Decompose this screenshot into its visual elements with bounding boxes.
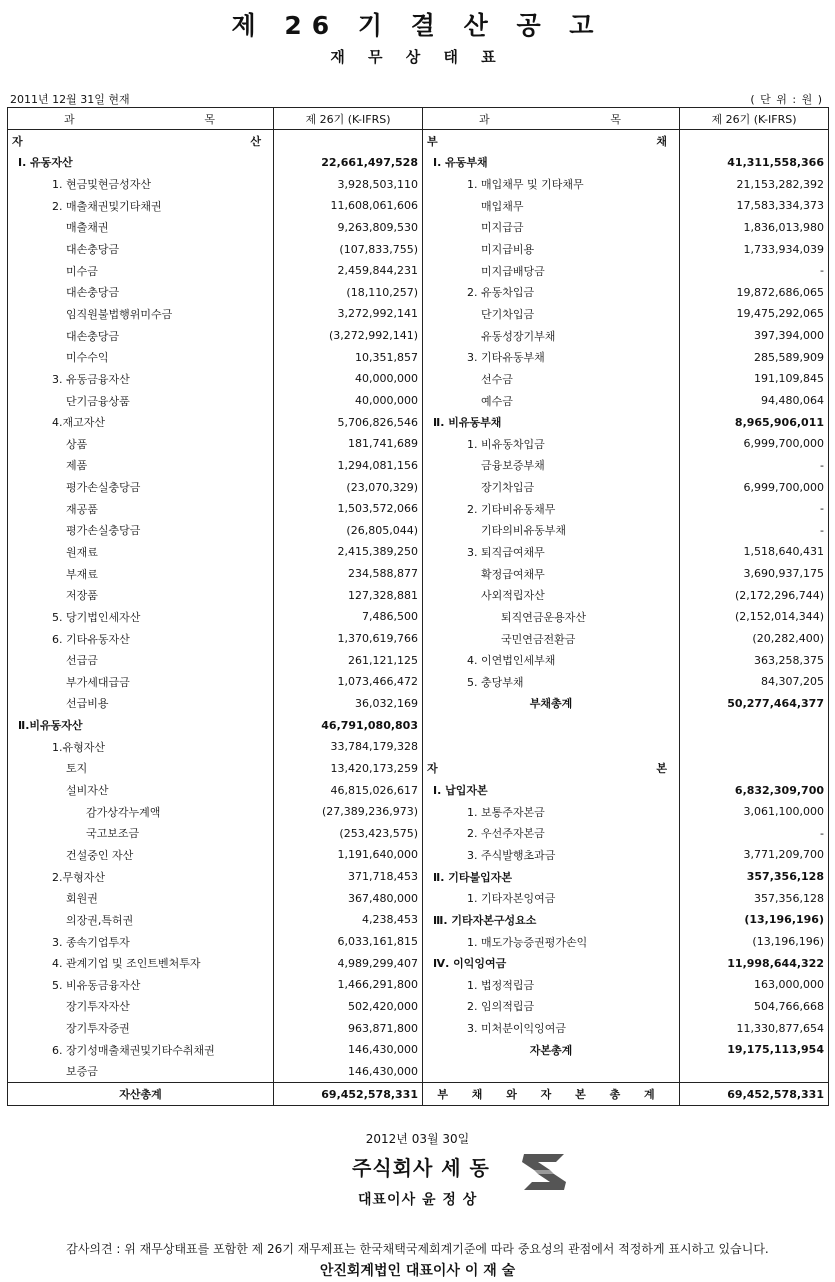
left-item-label: 장기투자증권 <box>8 1017 274 1039</box>
left-item-label: 저장품 <box>8 584 274 606</box>
announcement-date: 2012년 03월 30일 <box>365 1132 470 1146</box>
table-row <box>8 1017 829 1039</box>
right-item-amount: 163,000,000 <box>680 974 829 996</box>
left-item-amount: 22,661,497,528 <box>274 152 423 174</box>
table-row <box>8 346 829 368</box>
left-item-amount: (18,110,257) <box>274 281 423 303</box>
left-item-label: 2.무형자산 <box>8 866 274 888</box>
left-item-amount: 5,706,826,546 <box>274 411 423 433</box>
left-item-amount: 36,032,169 <box>274 693 423 715</box>
right-item-amount: 3,771,209,700 <box>680 844 829 866</box>
table-row <box>8 931 829 953</box>
left-item-label: 미수수익 <box>8 346 274 368</box>
left-item-amount: 2,415,389,250 <box>274 541 423 563</box>
table-row <box>8 433 829 455</box>
right-item-label: 유동성장기부채 <box>423 325 680 347</box>
balance-sheet-body <box>8 130 829 1106</box>
right-section-header: 자 본 <box>423 758 680 780</box>
right-empty-cell <box>680 1061 829 1083</box>
table-row <box>8 714 829 736</box>
table-row <box>8 498 829 520</box>
right-item-label: 1. 법정적립금 <box>423 974 680 996</box>
left-item-amount: 146,430,000 <box>274 1061 423 1083</box>
table-row <box>8 996 829 1018</box>
left-item-label: 대손충당금 <box>8 238 274 260</box>
left-item-label: 3. 종속기업투자 <box>8 931 274 953</box>
right-item-label: 3. 기타유동부채 <box>423 346 680 368</box>
table-row <box>8 628 829 650</box>
right-item-amount: 397,394,000 <box>680 325 829 347</box>
right-item-header: 과 목 <box>423 108 680 130</box>
left-item-amount: 261,121,125 <box>274 649 423 671</box>
right-item-amount: 21,153,282,392 <box>680 173 829 195</box>
left-item-amount: 4,989,299,407 <box>274 952 423 974</box>
left-item-amount: 1,370,619,766 <box>274 628 423 650</box>
right-item-amount: 17,583,334,373 <box>680 195 829 217</box>
left-item-label: 대손충당금 <box>8 325 274 347</box>
right-item-amount: 41,311,558,366 <box>680 152 829 174</box>
table-row <box>8 909 829 931</box>
right-item-amount: 357,356,128 <box>680 887 829 909</box>
left-item-amount: (3,272,992,141) <box>274 325 423 347</box>
table-row <box>8 758 829 780</box>
right-item-amount: - <box>680 455 829 477</box>
left-item-label: 매출채권 <box>8 217 274 239</box>
left-item-label: 5. 당기법인세자산 <box>8 606 274 628</box>
left-item-amount: 367,480,000 <box>274 887 423 909</box>
currency-unit: ( 단 위 : 원 ) <box>750 93 823 106</box>
right-item-amount: (2,152,014,344) <box>680 606 829 628</box>
right-item-label: 매입채무 <box>423 195 680 217</box>
table-row <box>8 693 829 715</box>
left-item-label: 대손충당금 <box>8 281 274 303</box>
left-item-amount: 33,784,179,328 <box>274 736 423 758</box>
right-item-label: 미지급금 <box>423 217 680 239</box>
right-section-header: 부 채 <box>423 130 680 152</box>
left-total-label: 자산총계 <box>8 1083 274 1106</box>
right-item-amount: 19,475,292,065 <box>680 303 829 325</box>
left-item-amount: 1,503,572,066 <box>274 498 423 520</box>
left-item-amount: 181,741,689 <box>274 433 423 455</box>
table-row <box>8 952 829 974</box>
table-row <box>8 866 829 888</box>
right-item-label: 미지급비용 <box>423 238 680 260</box>
table-row <box>8 173 829 195</box>
left-item-amount: (26,805,044) <box>274 520 423 542</box>
table-row <box>8 606 829 628</box>
left-item-label: 2. 매출채권및기타채권 <box>8 195 274 217</box>
right-item-label: 예수금 <box>423 390 680 412</box>
right-item-label: 5. 충당부채 <box>423 671 680 693</box>
right-item-label: 사외적립자산 <box>423 584 680 606</box>
right-item-amount: 3,061,100,000 <box>680 801 829 823</box>
left-item-label: 부가세대급금 <box>8 671 274 693</box>
left-item-amount: 371,718,453 <box>274 866 423 888</box>
right-empty-cell <box>680 736 829 758</box>
left-item-label: 토지 <box>8 758 274 780</box>
auditor-name: 안진회계법인 대표이사 이 재 술 <box>319 1263 516 1279</box>
left-item-label: 6. 기타유동자산 <box>8 628 274 650</box>
right-item-amount: - <box>680 520 829 542</box>
left-section-amount <box>274 130 423 152</box>
left-item-label: 1. 현금및현금성자산 <box>8 173 274 195</box>
left-item-label: 국고보조금 <box>8 823 274 845</box>
right-item-amount: 6,999,700,000 <box>680 476 829 498</box>
table-row <box>8 736 829 758</box>
right-item-label: 3. 주식발행초과금 <box>423 844 680 866</box>
right-item-amount: - <box>680 260 829 282</box>
right-item-label: 3. 미처분이익잉여금 <box>423 1017 680 1039</box>
left-item-amount: 3,928,503,110 <box>274 173 423 195</box>
right-empty-cell <box>423 736 680 758</box>
right-item-label: 2. 기타비유동채무 <box>423 498 680 520</box>
right-item-amount: 6,999,700,000 <box>680 433 829 455</box>
right-item-label: 선수금 <box>423 368 680 390</box>
right-item-amount: 19,872,686,065 <box>680 281 829 303</box>
left-item-amount: 3,272,992,141 <box>274 303 423 325</box>
right-item-label: 4. 이연법인세부채 <box>423 649 680 671</box>
table-row <box>8 390 829 412</box>
statement-title: 재 무 상 태 표 <box>330 48 505 66</box>
table-row <box>8 152 829 174</box>
right-item-amount: 1,836,013,980 <box>680 217 829 239</box>
table-row <box>8 541 829 563</box>
audit-opinion: 감사의견 : 위 재무상태표를 포함한 제 26기 재무제표는 한국채택국제회계기준에 따라 중요성의 관점에서 적정하게 표시하고 있습니다. <box>66 1242 769 1256</box>
left-item-label: 부재료 <box>8 563 274 585</box>
left-item-label: 5. 비유동금융자산 <box>8 974 274 996</box>
left-item-label: 감가상각누계액 <box>8 801 274 823</box>
left-item-amount: 7,486,500 <box>274 606 423 628</box>
left-item-label: 단기금융상품 <box>8 390 274 412</box>
left-item-label: 상품 <box>8 433 274 455</box>
right-item-amount: 1,733,934,039 <box>680 238 829 260</box>
left-item-label: 1.유형자산 <box>8 736 274 758</box>
left-item-amount: 1,191,640,000 <box>274 844 423 866</box>
right-item-amount: 285,589,909 <box>680 346 829 368</box>
right-empty-cell <box>680 714 829 736</box>
balance-sheet-table <box>7 107 829 1106</box>
left-item-amount: 234,588,877 <box>274 563 423 585</box>
table-row <box>8 801 829 823</box>
right-total-amount: 50,277,464,377 <box>680 693 829 715</box>
left-item-amount: 146,430,000 <box>274 1039 423 1061</box>
left-item-label: Ⅱ.비유동자산 <box>8 714 274 736</box>
left-item-amount: 11,608,061,606 <box>274 195 423 217</box>
left-item-amount: 13,420,173,259 <box>274 758 423 780</box>
right-item-label: 국민연금전환금 <box>423 628 680 650</box>
right-item-amount: 6,832,309,700 <box>680 779 829 801</box>
left-item-label: 건설중인 자산 <box>8 844 274 866</box>
left-item-amount: 46,791,080,803 <box>274 714 423 736</box>
right-item-amount: (2,172,296,744) <box>680 584 829 606</box>
left-item-amount: 127,328,881 <box>274 584 423 606</box>
right-empty-cell <box>423 1061 680 1083</box>
table-row <box>8 195 829 217</box>
left-item-amount: 1,466,291,800 <box>274 974 423 996</box>
left-item-label: 장기투자자산 <box>8 996 274 1018</box>
left-item-amount: 40,000,000 <box>274 390 423 412</box>
table-row <box>8 368 829 390</box>
right-total-amount: 19,175,113,954 <box>680 1039 829 1061</box>
right-item-label: Ⅱ. 비유동부채 <box>423 411 680 433</box>
right-item-label: 퇴직연금운용자산 <box>423 606 680 628</box>
right-item-label: Ⅱ. 기타불입자본 <box>423 866 680 888</box>
left-item-amount: (27,389,236,973) <box>274 801 423 823</box>
left-item-label: 평가손실충당금 <box>8 476 274 498</box>
notice-title: 제 26 기 결 산 공 고 <box>231 11 604 40</box>
table-row <box>8 130 829 152</box>
left-item-amount: 963,871,800 <box>274 1017 423 1039</box>
right-item-amount: 191,109,845 <box>680 368 829 390</box>
table-row <box>8 974 829 996</box>
left-item-label: 보증금 <box>8 1061 274 1083</box>
left-item-label: 임직원불법행위미수금 <box>8 303 274 325</box>
left-item-label: 의장권,특허권 <box>8 909 274 931</box>
table-row <box>8 260 829 282</box>
left-item-label: 4. 관계기업 및 조인트벤처투자 <box>8 952 274 974</box>
left-item-amount: (23,070,329) <box>274 476 423 498</box>
left-item-amount: 1,294,081,156 <box>274 455 423 477</box>
right-empty-cell <box>423 714 680 736</box>
right-section-amount <box>680 130 829 152</box>
right-section-amount <box>680 758 829 780</box>
left-item-label: 3. 유동금융자산 <box>8 368 274 390</box>
table-row <box>8 563 829 585</box>
table-row <box>8 887 829 909</box>
left-total-amount: 69,452,578,331 <box>274 1083 423 1106</box>
table-row <box>8 238 829 260</box>
left-item-label: 6. 장기성매출채권및기타수취채권 <box>8 1039 274 1061</box>
left-item-label: 선급금 <box>8 649 274 671</box>
left-item-amount: 9,263,809,530 <box>274 217 423 239</box>
right-item-amount: - <box>680 498 829 520</box>
table-row <box>8 476 829 498</box>
right-item-amount: 3,690,937,175 <box>680 563 829 585</box>
table-row <box>8 303 829 325</box>
right-item-label: Ⅲ. 기타자본구성요소 <box>423 909 680 931</box>
table-row <box>8 779 829 801</box>
table-row <box>8 1061 829 1083</box>
right-item-amount: 84,307,205 <box>680 671 829 693</box>
right-item-label: Ⅰ. 유동부채 <box>423 152 680 174</box>
right-item-label: 장기차입금 <box>423 476 680 498</box>
right-item-amount: 1,518,640,431 <box>680 541 829 563</box>
header-row <box>8 108 829 130</box>
left-item-amount: 10,351,857 <box>274 346 423 368</box>
left-item-amount: 46,815,026,617 <box>274 779 423 801</box>
right-item-amount: 8,965,906,011 <box>680 411 829 433</box>
right-item-label: 1. 매입채무 및 기타채무 <box>423 173 680 195</box>
right-item-amount: 504,766,668 <box>680 996 829 1018</box>
left-item-label: 재공품 <box>8 498 274 520</box>
right-item-amount: 11,330,877,654 <box>680 1017 829 1039</box>
right-item-amount: (13,196,196) <box>680 909 829 931</box>
left-amount-header: 제 26기 (K-IFRS) <box>274 108 423 130</box>
right-total-label: 부채총계 <box>423 693 680 715</box>
left-item-header: 과 목 <box>8 108 274 130</box>
right-item-label: 3. 퇴직급여채무 <box>423 541 680 563</box>
left-item-label: 미수금 <box>8 260 274 282</box>
right-item-amount: (13,196,196) <box>680 931 829 953</box>
left-item-label: 4.재고자산 <box>8 411 274 433</box>
right-item-label: 1. 비유동차입금 <box>423 433 680 455</box>
right-amount-header: 제 26기 (K-IFRS) <box>680 108 829 130</box>
grand-total-amount: 69,452,578,331 <box>680 1083 829 1106</box>
left-item-label: 평가손실충당금 <box>8 520 274 542</box>
left-item-label: 원재료 <box>8 541 274 563</box>
right-item-amount: 94,480,064 <box>680 390 829 412</box>
as-of-date: 2011년 12월 31일 현재 <box>10 93 130 106</box>
right-item-amount: 357,356,128 <box>680 866 829 888</box>
table-row <box>8 281 829 303</box>
table-row <box>8 671 829 693</box>
right-item-label: 단기차입금 <box>423 303 680 325</box>
right-item-label: 금융보증부채 <box>423 455 680 477</box>
table-row <box>8 1039 829 1061</box>
right-item-label: 2. 임의적립금 <box>423 996 680 1018</box>
left-item-label: 선급비용 <box>8 693 274 715</box>
left-item-amount: 6,033,161,815 <box>274 931 423 953</box>
company-logo-icon <box>516 1148 572 1196</box>
table-row <box>8 823 829 845</box>
right-total-label: 자본총계 <box>423 1039 680 1061</box>
left-item-amount: 502,420,000 <box>274 996 423 1018</box>
right-item-label: 2. 우선주자본금 <box>423 823 680 845</box>
right-item-amount: 11,998,644,322 <box>680 952 829 974</box>
right-item-label: 미지급배당금 <box>423 260 680 282</box>
right-item-amount: 363,258,375 <box>680 649 829 671</box>
table-row <box>8 649 829 671</box>
table-row <box>8 844 829 866</box>
right-item-label: Ⅰ. 납입자본 <box>423 779 680 801</box>
left-item-label: 제품 <box>8 455 274 477</box>
right-item-label: 확정급여채무 <box>423 563 680 585</box>
table-row <box>8 411 829 433</box>
right-item-label: 1. 기타자본잉여금 <box>423 887 680 909</box>
grand-total-label: 부 채 와 자 본 총 계 <box>423 1083 680 1106</box>
table-row <box>8 217 829 239</box>
right-item-label: Ⅳ. 이익잉여금 <box>423 952 680 974</box>
left-item-amount: 4,238,453 <box>274 909 423 931</box>
table-row <box>8 1083 829 1106</box>
right-item-amount: (20,282,400) <box>680 628 829 650</box>
table-row <box>8 325 829 347</box>
right-item-label: 2. 유동차입금 <box>423 281 680 303</box>
left-section-header: 자 산 <box>8 130 274 152</box>
right-item-label: 1. 매도가능증권평가손익 <box>423 931 680 953</box>
left-item-amount: 40,000,000 <box>274 368 423 390</box>
right-item-label: 기타의비유동부채 <box>423 520 680 542</box>
left-item-label: Ⅰ. 유동자산 <box>8 152 274 174</box>
left-item-amount: 1,073,466,472 <box>274 671 423 693</box>
table-row <box>8 520 829 542</box>
right-item-label: 1. 보통주자본금 <box>423 801 680 823</box>
right-item-amount: - <box>680 823 829 845</box>
left-item-amount: 2,459,844,231 <box>274 260 423 282</box>
ceo-name: 대표이사 윤 정 상 <box>358 1192 478 1208</box>
company-name: 주식회사 세 동 <box>352 1156 490 1180</box>
left-item-label: 회원권 <box>8 887 274 909</box>
left-item-amount: (253,423,575) <box>274 823 423 845</box>
left-item-label: 설비자산 <box>8 779 274 801</box>
table-row <box>8 455 829 477</box>
table-row <box>8 584 829 606</box>
left-item-amount: (107,833,755) <box>274 238 423 260</box>
